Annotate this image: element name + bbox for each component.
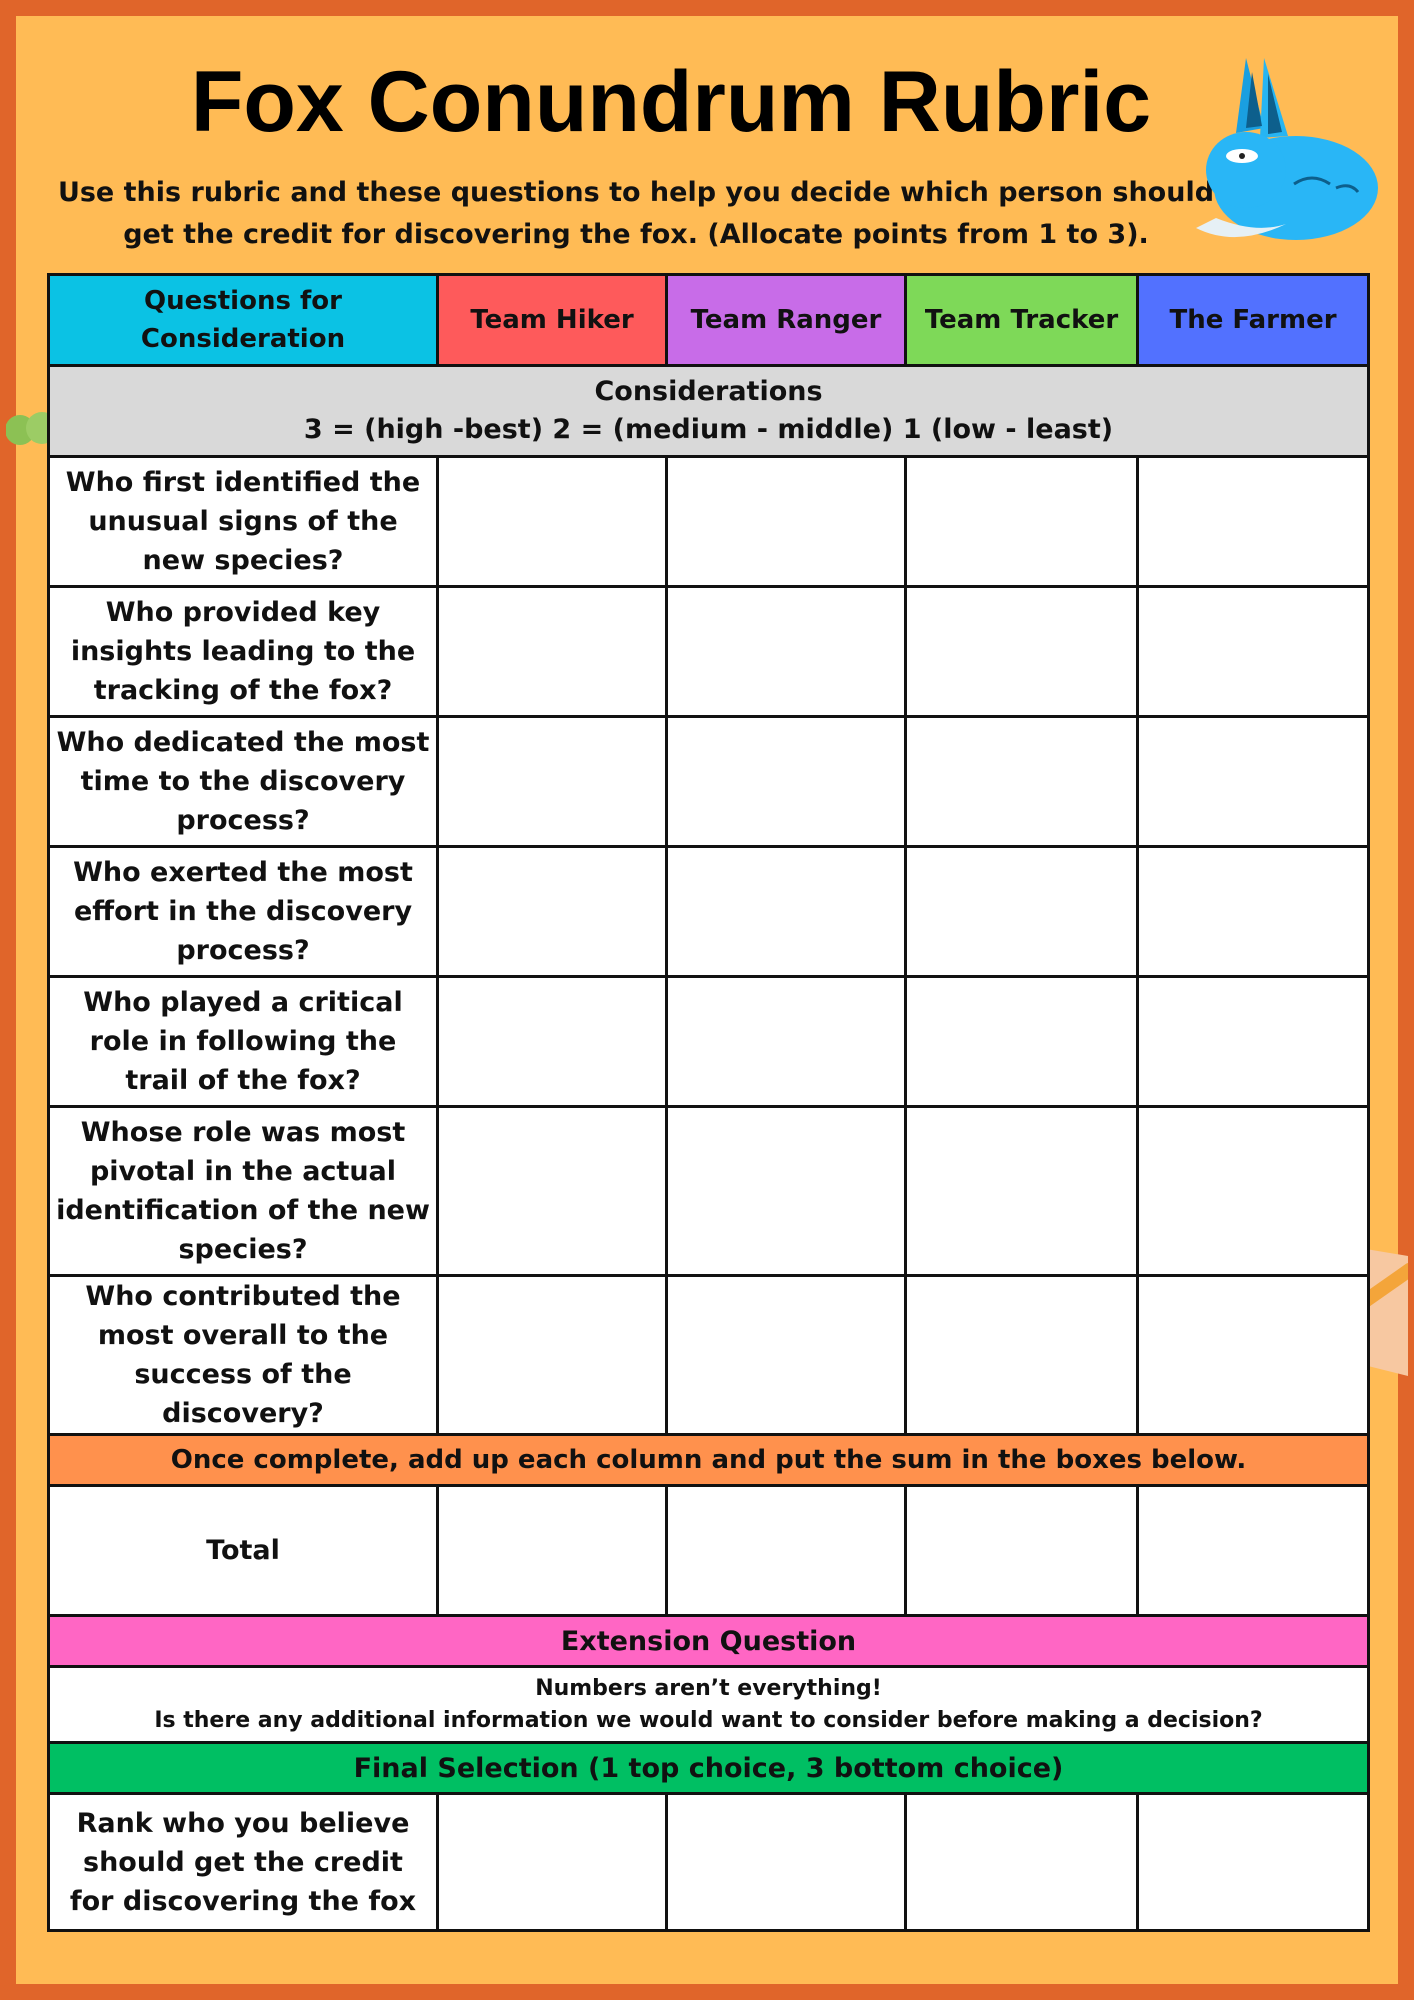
page-subtitle	[46, 172, 1226, 256]
score-cell-tracker[interactable]	[906, 847, 1138, 977]
considerations-cell	[49, 366, 1369, 457]
rank-cell-farmer[interactable]	[1138, 1794, 1369, 1931]
fox-illustration-icon	[1176, 38, 1396, 268]
total-row	[49, 1486, 1369, 1616]
extension-body-row	[49, 1667, 1369, 1743]
score-cell-farmer[interactable]	[1138, 1107, 1369, 1276]
table-row	[49, 717, 1369, 847]
total-cell-farmer[interactable]	[1138, 1486, 1369, 1616]
rubric-page	[16, 16, 1398, 1984]
table-row	[49, 587, 1369, 717]
table-row	[49, 457, 1369, 587]
score-cell-tracker[interactable]	[906, 457, 1138, 587]
score-cell-tracker[interactable]	[906, 977, 1138, 1107]
extension-line-1: Numbers aren’t everything!	[535, 1675, 882, 1701]
total-cell-ranger[interactable]	[667, 1486, 906, 1616]
header-the-farmer: The Farmer	[1138, 275, 1369, 366]
rank-cell-hiker[interactable]	[438, 1794, 667, 1931]
score-cell-ranger[interactable]	[667, 1107, 906, 1276]
final-selection-header-row	[49, 1743, 1369, 1794]
final-selection-title: Final Selection (1 top choice, 3 bottom choice)	[49, 1743, 1369, 1794]
score-cell-hiker[interactable]	[438, 587, 667, 717]
rank-prompt: Rank who you believe should get the credit for discovering the fox	[49, 1794, 438, 1931]
table-row	[49, 847, 1369, 977]
score-cell-hiker[interactable]	[438, 977, 667, 1107]
subtitle-line-2: get the credit for discovering the fox. (Allocate points from 1 to 3).	[123, 219, 1149, 250]
score-cell-hiker[interactable]	[438, 1107, 667, 1276]
header-questions-line-1: Questions for	[144, 286, 342, 316]
score-cell-farmer[interactable]	[1138, 847, 1369, 977]
question-cell-2: Who provided key insights leading to the tracking of the fox?	[49, 587, 438, 717]
score-cell-farmer[interactable]	[1138, 1276, 1369, 1435]
question-cell-4: Who exerted the most effort in the discovery process?	[49, 847, 438, 977]
score-cell-farmer[interactable]	[1138, 457, 1369, 587]
instruction-cell: Once complete, add up each column and put the sum in the boxes below.	[49, 1435, 1369, 1486]
question-cell-1: Who first identified the unusual signs of the new species?	[49, 457, 438, 587]
page-title: Fox Conundrum Rubric	[190, 54, 1152, 150]
question-cell-6: Whose role was most pivotal in the actual identification of the new species?	[49, 1107, 438, 1276]
score-cell-hiker[interactable]	[438, 1276, 667, 1435]
total-cell-tracker[interactable]	[906, 1486, 1138, 1616]
table-row	[49, 1276, 1369, 1435]
table-row	[49, 1107, 1369, 1276]
question-cell-5: Who played a critical role in following the trail of the fox?	[49, 977, 438, 1107]
extension-title: Extension Question	[49, 1616, 1369, 1667]
header-team-hiker: Team Hiker	[438, 275, 667, 366]
header-team-tracker: Team Tracker	[906, 275, 1138, 366]
table-header-row	[49, 275, 1369, 366]
score-cell-hiker[interactable]	[438, 457, 667, 587]
rubric-table	[47, 273, 1370, 1932]
score-cell-farmer[interactable]	[1138, 717, 1369, 847]
header-team-ranger: Team Ranger	[667, 275, 906, 366]
score-cell-ranger[interactable]	[667, 717, 906, 847]
extension-line-2: Is there any additional information we would want to consider before making a decision?	[154, 1707, 1263, 1733]
considerations-title: Considerations	[594, 376, 823, 407]
score-cell-ranger[interactable]	[667, 977, 906, 1107]
header-questions-cell	[49, 275, 438, 366]
total-cell-hiker[interactable]	[438, 1486, 667, 1616]
score-cell-tracker[interactable]	[906, 1276, 1138, 1435]
score-cell-hiker[interactable]	[438, 847, 667, 977]
table-row	[49, 977, 1369, 1107]
score-cell-tracker[interactable]	[906, 587, 1138, 717]
extension-header-row	[49, 1616, 1369, 1667]
score-cell-ranger[interactable]	[667, 587, 906, 717]
extension-body-cell	[49, 1667, 1369, 1743]
instruction-row	[49, 1435, 1369, 1486]
considerations-scale: 3 = (high -best) 2 = (medium - middle) 1 (low - least)	[303, 414, 1114, 445]
subtitle-line-1: Use this rubric and these questions to help you decide which person should	[57, 177, 1215, 208]
score-cell-tracker[interactable]	[906, 717, 1138, 847]
score-cell-tracker[interactable]	[906, 1107, 1138, 1276]
score-cell-ranger[interactable]	[667, 1276, 906, 1435]
score-cell-farmer[interactable]	[1138, 977, 1369, 1107]
score-cell-ranger[interactable]	[667, 847, 906, 977]
total-label: Total	[49, 1486, 438, 1616]
score-cell-ranger[interactable]	[667, 457, 906, 587]
score-cell-farmer[interactable]	[1138, 587, 1369, 717]
header-questions-line-2: Consideration	[140, 324, 346, 354]
considerations-row	[49, 366, 1369, 457]
question-cell-3: Who dedicated the most time to the discovery process?	[49, 717, 438, 847]
score-cell-hiker[interactable]	[438, 717, 667, 847]
rank-row	[49, 1794, 1369, 1931]
rank-cell-tracker[interactable]	[906, 1794, 1138, 1931]
rank-cell-ranger[interactable]	[667, 1794, 906, 1931]
question-cell-7: Who contributed the most overall to the success of the discovery?	[49, 1276, 438, 1435]
